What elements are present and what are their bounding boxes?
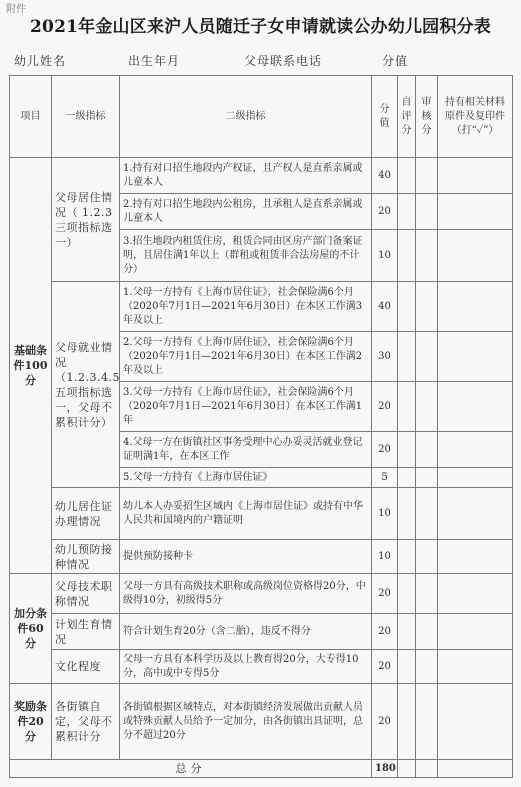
docs-check-cell[interactable] bbox=[438, 382, 513, 432]
item-score: 20 bbox=[372, 194, 398, 230]
review-score-cell[interactable] bbox=[416, 650, 438, 684]
docs-check-cell[interactable] bbox=[438, 574, 513, 614]
item-text: 4.父母一方在街镇社区事务受理中心办妥灵活就业登记证明满1年，在本区工作 bbox=[120, 432, 372, 468]
self-score-cell[interactable] bbox=[398, 614, 416, 650]
category-reward: 奖励条件20分 bbox=[10, 684, 52, 760]
total-label: 总分 bbox=[10, 760, 372, 778]
self-score-cell[interactable] bbox=[398, 282, 416, 332]
item-text: 3.父母一方持有《上海市居住证》，社会保险满6个月（2020年7月1日—2021年6月30日）在本区工作满1年 bbox=[120, 382, 372, 432]
self-score-cell[interactable] bbox=[398, 574, 416, 614]
item-score: 10 bbox=[372, 230, 398, 282]
page-title: 2021年金山区来沪人员随迁子女申请就读公办幼儿园积分表 bbox=[30, 17, 491, 37]
level1-education: 文化程度 bbox=[52, 650, 120, 684]
self-score-cell[interactable] bbox=[398, 432, 416, 468]
item-score: 5 bbox=[372, 468, 398, 488]
col-header-level1: 一级指标 bbox=[52, 76, 120, 158]
self-score-cell[interactable] bbox=[398, 488, 416, 540]
review-score-cell[interactable] bbox=[416, 230, 438, 282]
level1-housing: 父母居住情况（ 1.2.3三项指标选一） bbox=[52, 158, 120, 282]
review-score-cell[interactable] bbox=[416, 158, 438, 194]
score-value-label: 分值 bbox=[382, 54, 409, 68]
review-score-cell[interactable] bbox=[416, 282, 438, 332]
item-text: 1.父母一方持有《上海市居住证》，社会保险满6个月（2020年7月1日—2021年6月30日）在本区工作满3年及以上 bbox=[120, 282, 372, 332]
item-score: 10 bbox=[372, 488, 398, 540]
review-score-cell[interactable] bbox=[416, 468, 438, 488]
docs-check-cell[interactable] bbox=[438, 158, 513, 194]
table-row bbox=[10, 282, 513, 332]
table-header-row bbox=[10, 76, 513, 158]
self-total-cell[interactable] bbox=[398, 760, 416, 778]
docs-check-cell[interactable] bbox=[438, 432, 513, 468]
review-score-cell[interactable] bbox=[416, 432, 438, 468]
table-row bbox=[10, 650, 513, 684]
level1-employment: 父母就业情况（1.2.3.4.5五项指标选一，父母不累积计分） bbox=[52, 282, 120, 488]
self-score-cell[interactable] bbox=[398, 230, 416, 282]
item-text: 符合计划生育20分（含二胎），违反不得分 bbox=[120, 614, 372, 650]
review-score-cell[interactable] bbox=[416, 684, 438, 760]
self-score-cell[interactable] bbox=[398, 332, 416, 382]
level1-tech-title: 父母技术职称情况 bbox=[52, 574, 120, 614]
review-score-cell[interactable] bbox=[416, 332, 438, 382]
review-score-cell[interactable] bbox=[416, 574, 438, 614]
docs-check-cell[interactable] bbox=[438, 540, 513, 574]
item-score: 20 bbox=[372, 614, 398, 650]
col-header-level2: 二级指标 bbox=[120, 76, 372, 158]
docs-total-cell[interactable] bbox=[438, 760, 513, 778]
item-text: 3.招生地段内租赁住房，租赁合同由区房产部门备案证明，且居住满1年以上（群租或租赁非合法房屋的不计分） bbox=[120, 230, 372, 282]
item-score: 40 bbox=[372, 282, 398, 332]
item-text: 提供预防接种卡 bbox=[120, 540, 372, 574]
item-text: 各街镇根据区域特点，对本街镇经济发展做出贡献人员或特殊贡献人员给予一定加分，由各街镇出具证明，总分不超过20分 bbox=[120, 684, 372, 760]
category-basic: 基础条件100分 bbox=[10, 158, 52, 574]
col-header-score: 分值 bbox=[372, 76, 398, 158]
item-text: 5.父母一方持有《上海市居住证》 bbox=[120, 468, 372, 488]
self-score-cell[interactable] bbox=[398, 158, 416, 194]
review-score-cell[interactable] bbox=[416, 540, 438, 574]
docs-check-cell[interactable] bbox=[438, 684, 513, 760]
category-bonus: 加分条件60分 bbox=[10, 574, 52, 684]
docs-check-cell[interactable] bbox=[438, 282, 513, 332]
total-score: 180 bbox=[372, 760, 398, 778]
col-header-item: 项目 bbox=[10, 76, 52, 158]
item-text: 1.持有对口招生地段内产权证，且产权人是直系亲属或儿童本人 bbox=[120, 158, 372, 194]
col-header-review: 审核分 bbox=[416, 76, 438, 158]
review-score-cell[interactable] bbox=[416, 194, 438, 230]
table-row bbox=[10, 684, 513, 760]
item-text: 父母一方具有高级技术职称或高级岗位资格得20分，中级得10分，初级得5分 bbox=[120, 574, 372, 614]
col-header-docs: 持有相关材料原件及复印件（打“✓”） bbox=[438, 76, 513, 158]
self-score-cell[interactable] bbox=[398, 540, 416, 574]
applicant-fields bbox=[0, 52, 521, 70]
docs-check-cell[interactable] bbox=[438, 468, 513, 488]
level1-street-custom: 各街镇自定，父母不累积计分 bbox=[52, 684, 120, 760]
attachment-label: 附件 bbox=[6, 4, 26, 15]
item-text: 幼儿本人办妥招生区域内《上海市居住证》或持有中华人民共和国境内的户籍证明 bbox=[120, 488, 372, 540]
item-score: 20 bbox=[372, 574, 398, 614]
parent-phone-label: 父母联系电话 bbox=[244, 54, 323, 68]
self-score-cell[interactable] bbox=[398, 468, 416, 488]
self-score-cell[interactable] bbox=[398, 650, 416, 684]
table-row bbox=[10, 488, 513, 540]
birth-date-label: 出生年月 bbox=[128, 54, 181, 68]
docs-check-cell[interactable] bbox=[438, 194, 513, 230]
item-score: 20 bbox=[372, 432, 398, 468]
item-text: 2.持有对口招生地段内公租房，且承租人是直系亲属或儿童本人 bbox=[120, 194, 372, 230]
docs-check-cell[interactable] bbox=[438, 614, 513, 650]
docs-check-cell[interactable] bbox=[438, 332, 513, 382]
docs-check-cell[interactable] bbox=[438, 650, 513, 684]
docs-check-cell[interactable] bbox=[438, 488, 513, 540]
table-row bbox=[10, 574, 513, 614]
item-text: 2.父母一方持有《上海市居住证》，社会保险满6个月（2020年7月1日—2021年6月30日）在本区工作满2年及以上 bbox=[120, 332, 372, 382]
item-score: 40 bbox=[372, 158, 398, 194]
points-table bbox=[9, 75, 513, 778]
table-row bbox=[10, 540, 513, 574]
level1-vaccination: 幼儿预防接种情况 bbox=[52, 540, 120, 574]
self-score-cell[interactable] bbox=[398, 382, 416, 432]
col-header-self: 自评分 bbox=[398, 76, 416, 158]
self-score-cell[interactable] bbox=[398, 684, 416, 760]
level1-family-planning: 计划生育情况 bbox=[52, 614, 120, 650]
child-name-label: 幼儿姓名 bbox=[14, 54, 67, 68]
level1-residence-permit: 幼儿居住证办理情况 bbox=[52, 488, 120, 540]
total-row bbox=[10, 760, 513, 778]
review-score-cell[interactable] bbox=[416, 614, 438, 650]
self-score-cell[interactable] bbox=[398, 194, 416, 230]
docs-check-cell[interactable] bbox=[438, 230, 513, 282]
item-score: 20 bbox=[372, 382, 398, 432]
item-text: 父母一方具有本科学历及以上教育得20分，大专得10分，高中或中专得5分 bbox=[120, 650, 372, 684]
item-score: 20 bbox=[372, 684, 398, 760]
item-score: 10 bbox=[372, 540, 398, 574]
review-score-cell[interactable] bbox=[416, 382, 438, 432]
table-row bbox=[10, 614, 513, 650]
table-row bbox=[10, 158, 513, 194]
review-score-cell[interactable] bbox=[416, 488, 438, 540]
item-score: 30 bbox=[372, 332, 398, 382]
review-total-cell[interactable] bbox=[416, 760, 438, 778]
item-score: 20 bbox=[372, 650, 398, 684]
